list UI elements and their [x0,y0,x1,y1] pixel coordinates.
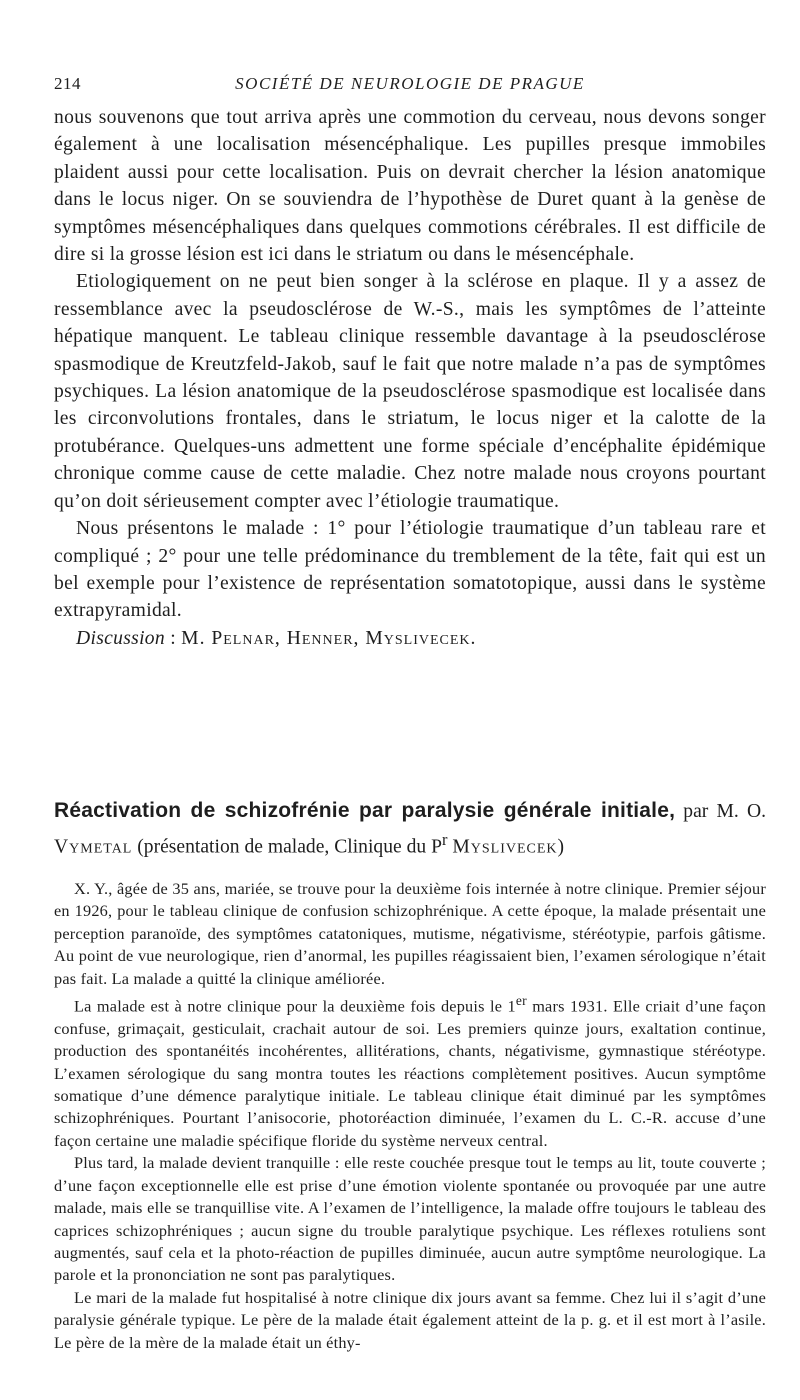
running-head [54,64,766,94]
page-number: 214 [54,74,81,93]
case-paragraph-admission [54,990,766,1152]
paragraph-presentation: Nous présentons le malade : 1° pour l’étiologie traumatique d’un tableau rare et compliqué ; 2° pour une telle prédominance du tremblement de la tête, fait qui est un bel exemple pour l’existence de représentation somatotopique, aussi dans le système extrapyramidal. [54,518,766,622]
article-title-presentation: (présentation de malade, Clinique du P [132,836,442,858]
discussion-line [54,625,766,652]
discussion-label: Discussion [76,627,165,649]
case-paragraph-history: X. Y., âgée de 35 ans, mariée, se trouve pour la deuxième fois internée à notre clinique. Premier séjour en 1926, pour le tableau clinique de confusion schizophrénique. A cette époque, la malade présentait une perception paranoïde, des symptômes catatoniques, mutisme, négativisme, stéréotypie, parfois gâtisme. Au point de vue neurologique, rien d’anormal, les pupilles réagissaient bien, l’examen sérologique n’était pas fait. La malade a quitté la clinique améliorée. [54,879,766,988]
article-title [54,797,766,862]
discussion-names: M. Pelnar, Henner, Myslivecek. [181,627,477,649]
article-title-superscript: r [441,830,448,849]
discussion-separator: : [165,627,182,649]
article-author: Vymetal [54,836,133,858]
case-paragraph-evolution: Plus tard, la malade devient tranquille : elle reste couchée presque tout le temps au lit, toute couverte ; d’une façon exceptionnelle elle est prise d’une émotion violente spontanée ou provoquée par une autre malade, mais elle se tranquillise vite. A l’examen de l’intelligence, la malade offre toujours le tableau des caprices schizophréniques ; aucun signe du trouble paralytique psychique. Les réflexes rotuliens sont augmentés, sauf cela et la photo-réaction de pupilles diminuée, aucun autre symptôme neurologique. La parole et la prononciation ne sont pas paralytiques. [54,1153,766,1285]
running-title: SOCIÉTÉ DE NEUROLOGIE DE PRAGUE [235,74,585,93]
paragraph-etiologie: Etiologiquement on ne peut bien songer à la sclérose en plaque. Il y a assez de ressemblance avec la pseudosclérose de W.-S., mais les symptômes de l’atteinte hépatique manquent. Le tableau clinique ressemble davantage à la pseudosclérose spasmodique de Kreutzfeld-Jakob, sauf le fait que notre malade n’a pas de symptômes psychiques. La lésion anatomique de la pseudosclérose spasmodique est localisée dans les circonvolutions frontales, dans le striatum, le locus niger et la calotte de la protubérance. Quelques-uns admettent une forme spéciale d’encéphalite épidémique chronique comme cause de cette maladie. Chez notre malade nous croyons pourtant qu’on doit sérieusement compter avec l’étiologie traumatique. [54,271,766,512]
paragraph-localisation: nous souvenons que tout arriva après une commotion du cerveau, nous devons songer également à une localisation mésencéphalique. Les pupilles presque immobiles plaident aussi pour cette localisation. Puis on devrait chercher la lésion anatomique dans le locus niger. On se souviendra de l’hypothèse de Duret quant à la genèse de symptômes mésencéphaliques dans quelques commotions cérébrales. Il est difficile de dire si la grosse lésion est ici dans le striatum ou dans le mésencéphale. [54,107,766,266]
article-title-bold: Réactivation de schizofrénie par paralysie générale initiale, [54,799,676,822]
case-admission-superscript: er [515,993,527,1009]
case-paragraph-family: Le mari de la malade fut hospitalisé à notre clinique dix jours avant sa femme. Chez lui il s’agit d’une paralysie générale typique. Le père de la malade était également atteint de la p. g. et il est mort à l’asile. Le père de la mère de la malade était un éthy- [54,1287,766,1352]
article-chief: Myslivecek [452,836,558,858]
article-title-by: par M. O. [675,801,766,822]
case-admission-rest: mars 1931. Elle criait d’une façon confuse, grimaçait, gesticulait, crachait autour de soi. Les premiers quinze jours, exaltation continue, production des spontanéités incohérentes, allitérations, chants, négativisme, gymnastique stéréotype. L’examen sérologique du sang montra toutes les réactions complètement positives. Aucun symptôme somatique d’une démence paralytique initiale. Le tableau clinique était diminué par les symptômes schizophréniques. Pourtant l’anisocorie, photoréaction diminuée, l’examen du L. C.-R. accuse d’une façon certaine une maladie spécifique floride du système nerveux central. [54,996,766,1150]
case-admission-start: La malade est à notre clinique pour la deuxième fois depuis le 1 [74,996,516,1016]
article-title-close: ) [557,836,565,858]
case-report [54,878,766,1354]
body-text [54,104,766,652]
